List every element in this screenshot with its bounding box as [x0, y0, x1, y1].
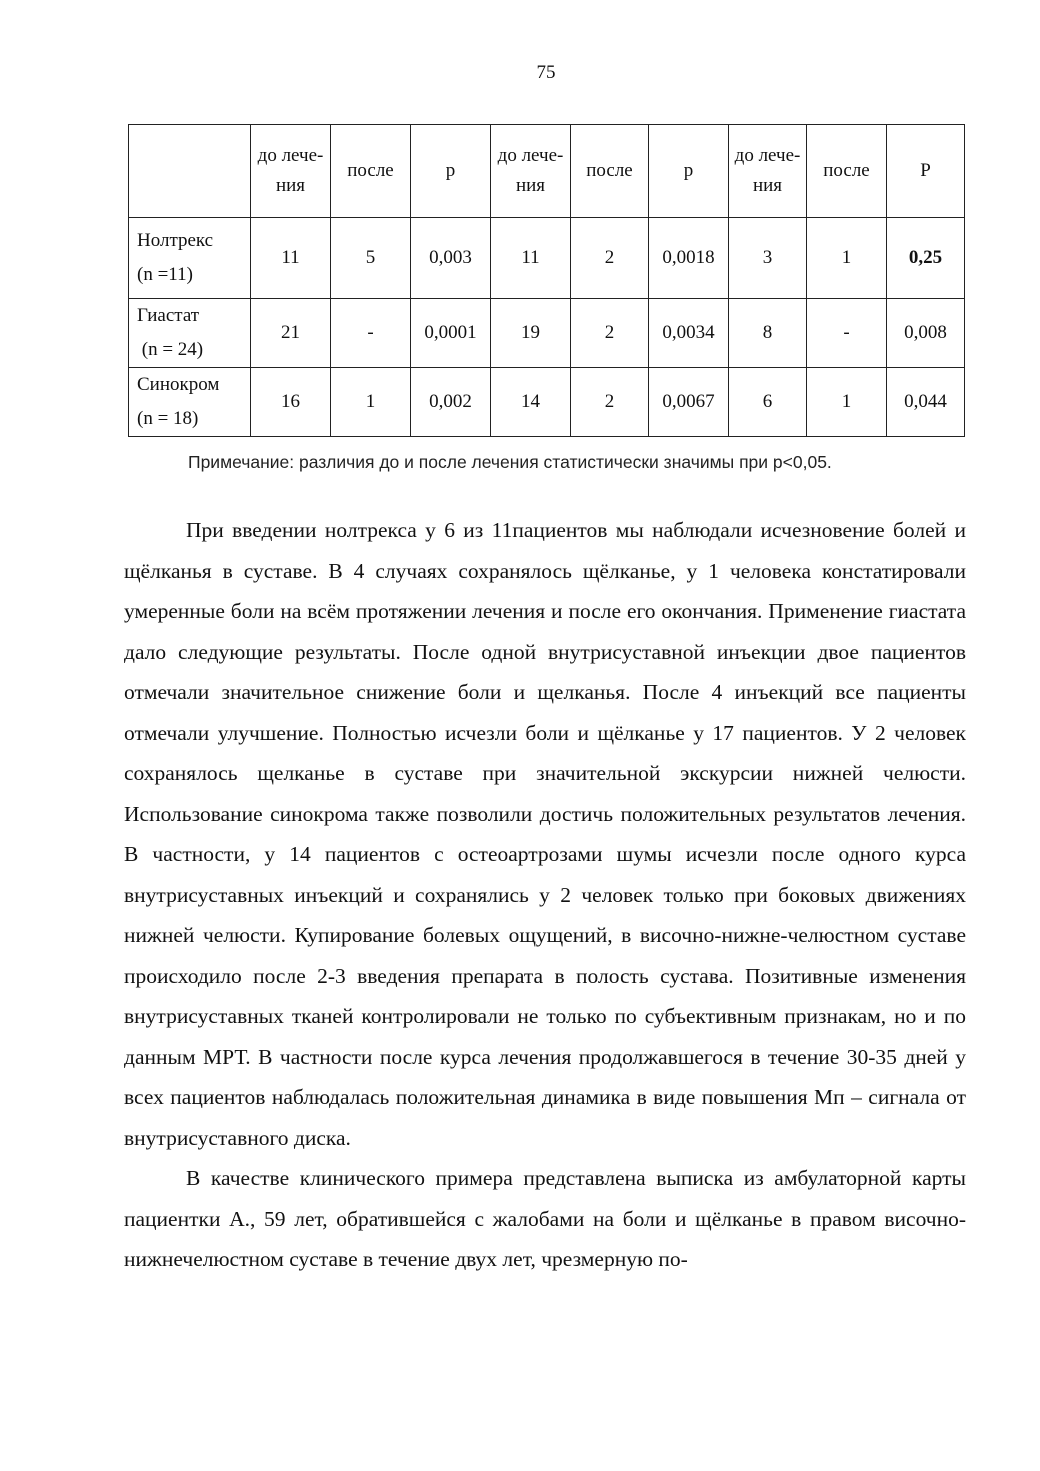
header-cell: до лече- ния [491, 125, 571, 218]
table-cell: - [807, 299, 887, 368]
table-cell: 3 [729, 218, 807, 299]
drug-name: Гиастат [137, 305, 200, 326]
table-cell: 0,0018 [649, 218, 729, 299]
table-cell: 1 [807, 218, 887, 299]
table-cell: 0,0034 [649, 299, 729, 368]
header-cell: после [331, 125, 411, 218]
table-cell: 2 [571, 218, 649, 299]
header-cell: до лече- ния [251, 125, 331, 218]
sample-size: (n = 24) [137, 339, 204, 360]
sample-size: (n = 18) [137, 408, 199, 429]
table-row [129, 299, 965, 368]
sample-size: (n =11) [137, 264, 193, 285]
drug-name: Нолтрекс [137, 230, 214, 251]
table-cell: 0,044 [887, 368, 965, 437]
drug-name: Синокром [137, 374, 220, 395]
table-cell: 0,008 [887, 299, 965, 368]
header-cell: Р [887, 125, 965, 218]
results-table [128, 124, 965, 437]
table-cell: 1 [331, 368, 411, 437]
body-text [124, 510, 966, 1280]
row-label [129, 299, 251, 368]
table-cell: - [331, 299, 411, 368]
table-cell: 1 [807, 368, 887, 437]
header-cell: после [807, 125, 887, 218]
table-cell: 8 [729, 299, 807, 368]
row-label [129, 218, 251, 299]
table-cell: 14 [491, 368, 571, 437]
page-number: 75 [536, 62, 556, 83]
table-note: Примечание: различия до и после лечения статистически значимы при р<0,05. [188, 452, 832, 472]
row-label [129, 368, 251, 437]
table-row [129, 218, 965, 299]
table-cell: 0,002 [411, 368, 491, 437]
header-cell: p [411, 125, 491, 218]
paragraph: В качестве клинического примера представлена выписка из амбулаторной карты пациентки А., 59 лет, обратившейся с жалобами на боли и щёлканье в правом височно-нижнечелюстном суставе в течение двух лет, чрезмерную по- [124, 1166, 966, 1271]
table-cell: 0,003 [411, 218, 491, 299]
table-cell: 6 [729, 368, 807, 437]
table-cell: 21 [251, 299, 331, 368]
table-cell: 0,25 [887, 218, 965, 299]
paragraph: При введении нолтрекса у 6 из 11пациентов мы наблюдали исчезновение болей и щёлканья в суставе. В 4 случаях сохранялось щёлканье, у 1 человека констатировали умеренные боли на всём протяжении лечения и после его окончания. Применение гиастата дало следующие результаты. После одной внутрисуставной инъекции двое пациентов отмечали значительное снижение боли и щелканья. После 4 инъекций все пациенты отмечали улучшение. Полностью исчезли боли и щёлканье у 17 пациентов. У 2 человек сохранялось щелканье в суставе при значительной экскурсии нижней челюсти. Использование синокрома также позволили достичь положительных результатов лечения. В частности, у 14 пациентов с остеоартрозами шумы исчезли после одного курса внутрисуставных инъекций и сохранялись у 2 человек только при боковых движениях нижней челюсти. Купирование болевых ощущений, в височно-нижне-челюстном суставе происходило после 2-3 введения препарата в полость сустава. Позитивные изменения внутрисуставных тканей контролировали не только по субъективным признакам, но и по данным МРТ. В частности после курса лечения продолжавшегося в течение 30-35 дней у всех пациентов наблюдалась положительная динамика в виде повышения Мп – сигнала от внутрисуставного диска. [124, 518, 966, 1150]
table-cell: 11 [491, 218, 571, 299]
table-cell: 0,0067 [649, 368, 729, 437]
header-cell [129, 125, 251, 218]
table-cell: 11 [251, 218, 331, 299]
table-cell: 16 [251, 368, 331, 437]
header-cell: p [649, 125, 729, 218]
header-cell: после [571, 125, 649, 218]
table-cell: 0,0001 [411, 299, 491, 368]
table-cell: 19 [491, 299, 571, 368]
table-cell: 2 [571, 368, 649, 437]
table-cell: 2 [571, 299, 649, 368]
table-header-row [129, 125, 965, 218]
header-cell: до лече- ния [729, 125, 807, 218]
table-cell: 5 [331, 218, 411, 299]
table-row [129, 368, 965, 437]
